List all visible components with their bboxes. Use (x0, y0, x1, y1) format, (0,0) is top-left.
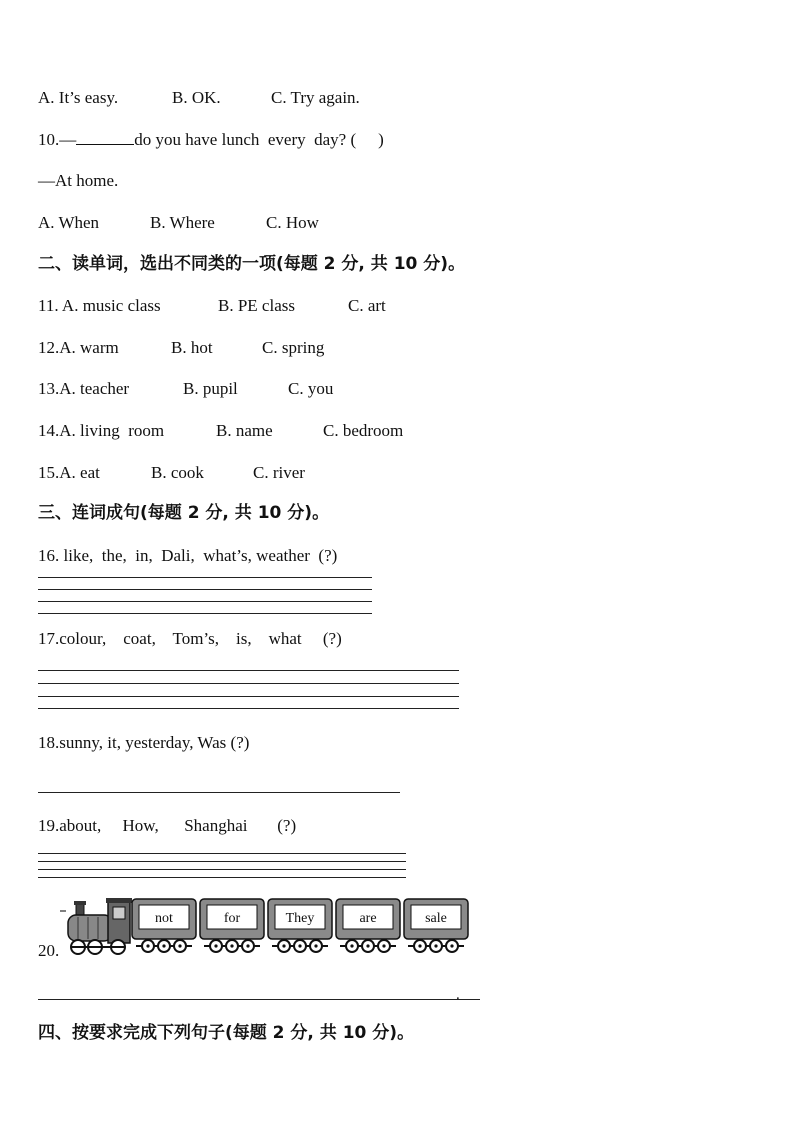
q15-option-a: 15.A. eat (38, 463, 100, 482)
q19-words: 19.about, How, Shanghai (?) (38, 816, 297, 835)
writing-line[interactable] (38, 853, 406, 854)
q9-option-a: A. It’s easy. (38, 88, 119, 107)
q18-words: 18.sunny, it, yesterday, Was (?) (38, 733, 250, 752)
train-illustration (58, 893, 470, 957)
q14-option-a: 14.A. living room (38, 421, 165, 440)
q20-period: . (456, 987, 460, 1003)
q10-option-b: B. Where (150, 213, 215, 232)
q9-option-b: B. OK. (172, 88, 221, 107)
q10-number: 10.— (38, 130, 77, 149)
train-word: sale (425, 911, 447, 926)
q10-close: ) (378, 130, 384, 149)
writing-line[interactable] (38, 869, 406, 870)
writing-line[interactable] (38, 861, 406, 862)
locomotive-icon (60, 898, 132, 954)
train-word: for (223, 911, 241, 926)
writing-line[interactable] (38, 696, 459, 697)
train-car (132, 899, 196, 952)
q12-option-b: B. hot (171, 338, 213, 357)
writing-line[interactable] (38, 877, 406, 878)
section2-title: 二、读单词，选出不同类的一项(每题 2 分, 共 10 分)。 (38, 254, 466, 274)
q15-option-c: C. river (253, 463, 305, 482)
writing-line[interactable] (38, 601, 372, 602)
q11-option-b: B. PE class (218, 296, 295, 315)
q9-option-c: C. Try again. (271, 88, 360, 107)
section4-title: 四、按要求完成下列句子(每题 2 分, 共 10 分)。 (38, 1023, 415, 1043)
q10-option-c: C. How (266, 213, 319, 232)
train-word: not (155, 911, 173, 926)
writing-line[interactable] (38, 670, 459, 671)
section3-title: 三、连词成句(每题 2 分, 共 10 分)。 (38, 503, 330, 523)
q17-words: 17.colour, coat, Tom’s, is, what (?) (38, 629, 342, 648)
train-car (336, 899, 400, 952)
q20-number: 20. (38, 941, 60, 960)
train-word: are (359, 911, 377, 926)
q10-answer-line: —At home. (38, 171, 119, 190)
q15-option-b: B. cook (151, 463, 204, 482)
answer-blank[interactable] (76, 130, 134, 145)
train-car (404, 899, 468, 952)
q14-option-c: C. bedroom (323, 421, 404, 440)
q11-option-a: 11. A. music class (38, 296, 161, 315)
q13-option-a: 13.A. teacher (38, 379, 130, 398)
q10-option-a: A. When (38, 213, 100, 232)
train-car (200, 899, 264, 952)
writing-line[interactable] (38, 589, 372, 590)
q10-text: do you have lunch every day? ( (134, 130, 357, 149)
q14-option-b: B. name (216, 421, 273, 440)
writing-line[interactable] (38, 792, 400, 793)
writing-line[interactable] (38, 708, 459, 709)
q13-option-b: B. pupil (183, 379, 238, 398)
q12-option-a: 12.A. warm (38, 338, 119, 357)
train-car (268, 899, 332, 952)
q16-words: 16. like, the, in, Dali, what’s, weather (?) (38, 546, 338, 565)
q11-option-c: C. art (348, 296, 386, 315)
q13-option-c: C. you (288, 379, 334, 398)
q10-question (38, 130, 384, 150)
train-word: They (285, 911, 315, 926)
writing-line[interactable] (38, 999, 480, 1000)
writing-line[interactable] (38, 613, 372, 614)
writing-line[interactable] (38, 577, 372, 578)
q12-option-c: C. spring (262, 338, 325, 357)
writing-line[interactable] (38, 683, 459, 684)
